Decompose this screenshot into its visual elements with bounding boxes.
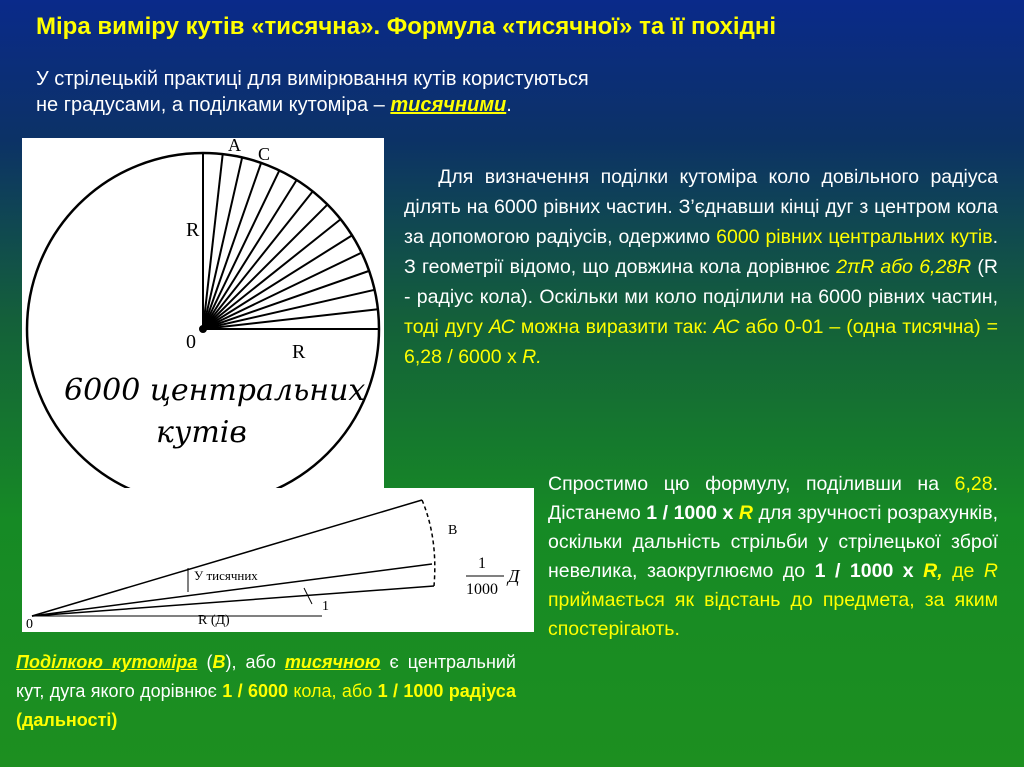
para1-s3: . З геометрії відомо, що довжина кола дорівнює (404, 226, 999, 278)
intro-text (36, 66, 776, 118)
radius-rays (200, 153, 379, 332)
simplification-paragraph (548, 470, 998, 644)
angle-figure (22, 488, 534, 632)
para1-s8: можна виразити так: (514, 316, 714, 338)
caption-s5: тисячною (284, 652, 381, 672)
definition-caption (16, 648, 516, 735)
label-r-vertical: R (186, 219, 200, 241)
para2-s4: 1 / 1000 х (646, 502, 739, 524)
para1-s7: АС (488, 316, 515, 338)
label-c: C (258, 144, 271, 164)
para1-s6: тоді дугу (404, 316, 489, 338)
center-point (200, 326, 206, 332)
definition-paragraph (404, 162, 998, 372)
para1-s11: R. (522, 346, 542, 368)
label-r-horizontal: R (292, 341, 306, 363)
intro-line2: не градусами, а поділками кутоміра – (36, 94, 391, 116)
angle-label-rd: R (Д) (198, 613, 230, 628)
para2-s1: Спростимо цю формулу, поділивши на (548, 473, 955, 495)
para2-s5: R (738, 502, 753, 524)
circle-figure (22, 138, 384, 498)
caption-s2: ( (197, 652, 213, 672)
para1-s5: (R - радіус кола). Оскільки ми коло поділили на 6000 рівних частин, (404, 256, 998, 308)
intro-period: . (506, 94, 512, 116)
intro-emphasis: тисячними (390, 94, 507, 116)
slide-title: Міра виміру кутів «тисячна». Формула «тисячної» та її похідні (36, 13, 776, 40)
para1-s9: АС (713, 316, 740, 338)
para2-s3: . Дістанемо (548, 473, 998, 524)
caption-s4: ), або (225, 652, 285, 672)
para2-s8: R, (923, 560, 943, 582)
fraction-denominator: 1000 (466, 581, 498, 598)
caption-s7: 1 / 6000 (222, 681, 288, 701)
para1-s10: або 0-01 – (одна тисячна) = 6,28 / 6000 х (404, 316, 998, 368)
intro-line1: У стрілецькій практиці для вимірювання кутів користуються (36, 68, 589, 90)
caption-s6: є центральний кут, дуга якого дорівнює (16, 652, 516, 701)
radius-ray (203, 205, 327, 329)
angle-label-one: 1 (322, 599, 329, 614)
angle-label-b: В (448, 523, 458, 538)
para2-s10: R (983, 560, 998, 582)
label-a: A (228, 138, 241, 155)
caption-s8: кола, або (287, 681, 378, 701)
label-zero: 0 (186, 331, 196, 353)
circle-caption-line2: кутів (156, 415, 247, 450)
caption-s3: В (212, 652, 226, 672)
para1-s1: Для визначення поділки кутоміра коло довільного радіуса ділять на 6000 рівних частин. З’єднавши кінці дуг з центром кола за допомогою радіусів, одержимо (404, 166, 998, 248)
caption-s9: 1 / 1000 радіуса (дальності) (16, 681, 517, 730)
caption-s1: Поділкою кутоміра (16, 652, 198, 672)
angle-label-zero: 0 (26, 617, 33, 632)
arc-b (422, 500, 435, 586)
upper-ray (32, 500, 422, 616)
angle-diagram (22, 488, 534, 632)
angle-label-thousandth: У тисячних (194, 568, 258, 583)
circle-diagram (22, 138, 384, 498)
para2-s6: для зручності розрахунків, оскільки дальність стрільби у стрілецької зброї невелика, заокруглюємо до (548, 502, 998, 582)
para2-s7: 1 / 1000 х (814, 560, 924, 582)
circle-caption-line1: 6000 центральних (64, 373, 366, 408)
angle-label-d: Д (508, 566, 520, 586)
para2-s11: приймається як відстань до предмета, за яким спостерігають. (548, 589, 998, 640)
para2-s9: де (942, 560, 984, 582)
para1-s4: 2πR або 6,28R (836, 256, 972, 278)
para1-s2: 6000 рівних центральних кутів (716, 226, 993, 248)
fraction-numerator: 1 (478, 555, 486, 572)
para2-s2: 6,28 (954, 473, 993, 495)
